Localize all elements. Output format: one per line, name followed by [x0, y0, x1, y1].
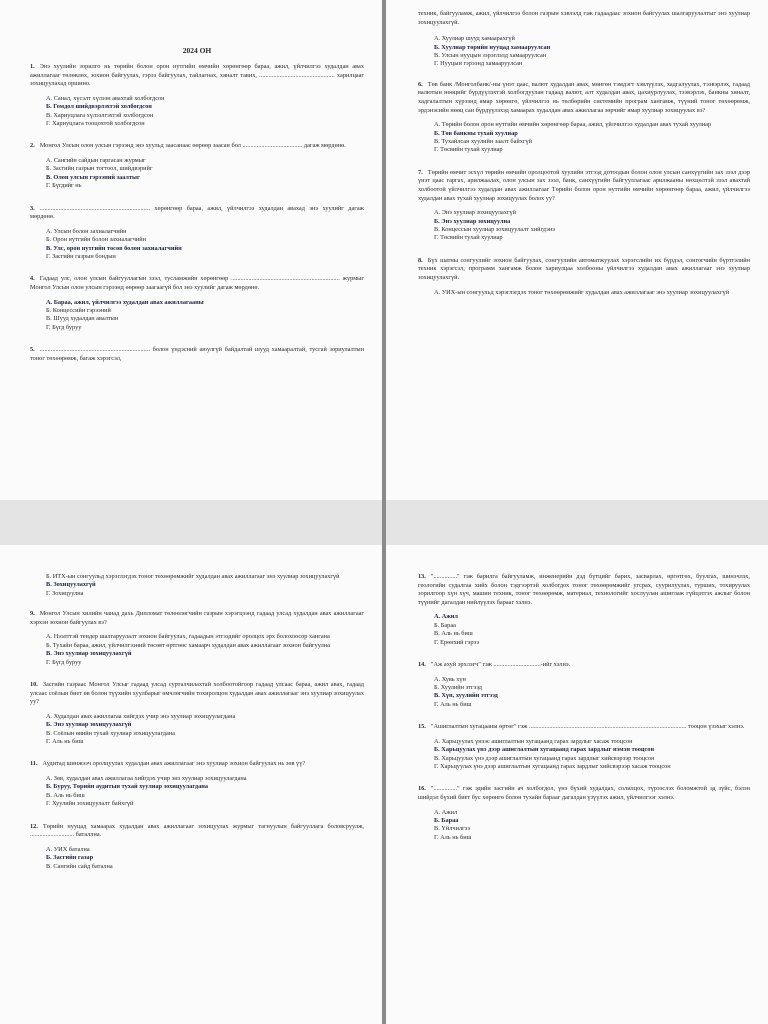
answer-option: Б. Орон нутгийн болон захиалагчийн: [46, 236, 147, 244]
question-body: "..............." гэж барилга байгууламж, инженерийн дэд бүтцийг барих, засварлах, өргөтгөх, буулгах, шинэчлэх, геологийн судалгаа хийх болон тэдгээртэй холбогдох тоног төхөөрөмжийг угсрах, суурилуулах, турших, тохируулах зорилгоор хүн хүч, машин техник, тоног төхөөрөмж, материал, технологийг хослуулан ашиглаж гүйцэтгэх ажлыг болон түүнийг дагалдан нийлүүлэх барааг хэлнэ.: [418, 573, 750, 606]
question-number: 12.: [30, 822, 38, 830]
answer-option: Б. Буруу, Төрийн аудитын тухай хуулиар зохицуулагдана: [46, 783, 208, 791]
question-text: [30, 63, 364, 89]
question-block: [418, 785, 750, 842]
answer-option: А. Хуулиар шууд хамаарахгүй: [434, 35, 515, 43]
question-number: 13.: [418, 573, 426, 580]
page-3: [0, 545, 382, 1024]
answer-option: А. Бараа, ажил, үйлчилгээ худалдан авах ажиллагааны: [46, 298, 204, 306]
question-block: [30, 681, 364, 746]
answer-option: В. Аль нь биш: [434, 630, 473, 638]
answer-option: В. Соёлын өвийн тухай хуулиар зохицуулагдана: [46, 729, 175, 737]
answer-options: [434, 613, 750, 647]
answer-option: В. Улс, орон нутгийн төсөв болон захиалагчийн: [46, 244, 182, 252]
answer-options: [434, 738, 750, 772]
question-block: [30, 610, 364, 667]
answer-option: Г. Харьцуулах үнэ дээр ашиглалтын хугацаанд гарах зардлыг хийсвэрээр хасаж тооцсон: [434, 763, 671, 771]
question-block: [418, 661, 750, 709]
answer-option: Б. Тухайн бараа, ажил, үйлчилгээний төсөвт өртгөөс хамаарч худалдан авах ажиллагааг зохион байгуулна: [46, 641, 330, 649]
answer-options: [46, 95, 364, 129]
answer-option: Б. Засгийн газрын тогтоол, шийдвэрийг: [46, 165, 153, 173]
question-block: [418, 257, 750, 297]
question-text: [418, 785, 750, 802]
answer-option: А. УИХ батална: [46, 845, 90, 853]
answer-option: Б. Төв банкны тухай хуулиар: [434, 129, 518, 137]
answer-option: В. Тухайлсан хуулийн заалт байхгүй: [434, 138, 532, 145]
answer-option: Б. Бараа: [434, 621, 456, 629]
question-text: [418, 169, 750, 203]
answer-option: Г. Засгийн газрын бондын: [46, 253, 116, 261]
answer-option: В. Аль нь биш: [46, 791, 85, 799]
question-body: Монгол Улсын олон улсын гэрээнд энэ хуульд заасанаас өөрөөр заасан бол ...................................... дагаж мөрдөнө.: [39, 142, 346, 150]
question-text: [418, 661, 750, 670]
answer-options: [434, 809, 750, 843]
answer-option: В. Зохицуулахгүй: [46, 581, 96, 589]
answer-option: Г. Аль нь биш: [434, 700, 472, 708]
question-block: [418, 573, 750, 647]
answer-option: Б. Энэ хуулиар зохицуулна: [434, 217, 511, 225]
question-text: [418, 257, 750, 283]
question-body: "..............." гэж эдийн засгийн ач холбогдол, үнэ бүхий худалдах, солилцох, түрээслэх боломжтой эд зүйс, бэлэн шийдэл бүхий биет бус хөрөнгө болон тухайн барааг дагалдан үзүүлэх ажил, үйлчилгээг хэлнэ.: [418, 785, 750, 802]
answer-options: [46, 775, 364, 809]
question-body: ...................................................................... болон үндэсний аюулгүй байдалтай шууд хамааралтай, тусгай зориулалтын тоног төхөөрөмж, багаж хэрэгсэл,: [30, 346, 364, 362]
answer-option: В. Хариуцлага хүлээлгэхтэй холбогдсон: [46, 111, 154, 119]
page-4: [386, 545, 768, 1024]
answer-option: А. Хувь хүн: [434, 675, 466, 683]
question-text: [30, 346, 364, 363]
question-number: 6.: [418, 80, 423, 88]
question-number: 2.: [30, 142, 35, 150]
answer-option: А. Харьцуулах үнээс ашиглалтын хугацаанд гарах зардлыг хасаж тооцсон: [434, 737, 633, 745]
question-text: [418, 81, 750, 115]
answer-options: [434, 289, 750, 297]
answer-option: В. Энэ хуулиар зохицуулахгүй: [46, 650, 132, 658]
answer-option: Б. Энэ хуулиар зохицуулахгүй: [46, 721, 132, 729]
question-list: [418, 573, 750, 842]
answer-option: Б. Гомдол шийдвэрлэхтэй холбогдсон: [46, 103, 152, 111]
answer-option: В. Олон улсын гэрээний заалтыг: [46, 173, 140, 181]
question-list: [30, 610, 364, 871]
question-body: Төв банк /Монголбанк/-ны үнэт цаас, валют худалдан авах, мөнгөн тэмдэгт хэвлүүлэх, хадгалуулах, тээвэрлэх, гадаад валютын нөөцийг бүрдүүлэхтэй холбогдуулан гадаад валют, алт худалдан авах, цахиурлуулах, тээвэрлэх, банкны хяналт, хадгалалтын хүрээнд ямар хөрөнгө, үйлчилгээ нь төлбөрийн системийн програм хангамж, түүний тоног төхөөрөмж, эрдэнэсийн нөөц сан бүрдүүлэхэд хамаарах худалдан авах ажиллагаа зөрчийг ямар хуулиар зохицуулах вэ?: [418, 80, 750, 114]
answer-option: В. Шууд худалдан авалтын: [46, 315, 119, 323]
answer-option: Г. Аль нь биш: [434, 833, 472, 841]
answer-options: [46, 228, 364, 262]
question-number: 9.: [30, 610, 35, 618]
question-body: Монгол Улсын хилийн чанад дахь Дипломат төлөөлөгчийн газрын хэрэгцээнд гадаад улсад худалдан авах ажиллагааг хэрхэн зохион байгуулах вэ?: [30, 610, 364, 626]
question-text: [30, 610, 364, 627]
answer-options: [434, 121, 750, 155]
answer-option: В. Үйлчилгээ: [434, 825, 471, 833]
question-text: [30, 142, 364, 151]
answer-options: [434, 209, 750, 243]
answer-option: А. Санал, хүсэлт хүлээн авахтай холбогдсон: [46, 94, 165, 102]
question-block: [30, 63, 364, 128]
question-number: 10.: [30, 681, 38, 689]
question-block: [30, 275, 364, 332]
question-continuation: техник, байгууламж, ажил, үйлчилгээ болон газрын хэвлэлд гэж гадаадаас зохион байгуулах шалгаруулалтыг энэ хуулиар зохицуулахгүй.: [418, 10, 750, 26]
question-text: [30, 275, 364, 292]
answer-option: А. Төрийн болон орон нутгийн өмчийн хөрөнгөөр бараа, ажил, үйлчилгээ худалдан авах тухай хуулиар: [434, 121, 712, 129]
question-list: [418, 81, 750, 297]
question-list: [30, 63, 364, 363]
answer-option: Б. Хуулиар төрийн нууцад хамааруулсан: [434, 43, 551, 51]
answer-option: Б. Бараа: [434, 817, 459, 825]
answer-option: В. Хүн, хуулийн этгээд: [434, 692, 498, 700]
question-number: 8.: [418, 256, 423, 264]
question-body: Төрийн өмчит эсхүл төрийн өмчийн оролцоотой хуулийн этгээд дотоодын болон олон улсын санхүүгийн зах зээл дээр үнэт цаас гаргах, арилжаалах, олон улсын зах зээл, банк, санхүүгийн байгууллагаас арилжааны нөхцөлтэй зээл авахтай холбоотой үйлчилгээ худалдан авах ажиллагааг Төрийн болон орон нутгийн өмчийн хөрөнгөөр бараа, ажил, үйлчилгээ худалдан авах тухай хуулиар зохицуулах болох уу?: [418, 168, 750, 202]
answer-option: Г. Хуулийн зохицуулалт байхгүй: [46, 800, 134, 808]
answer-options: [46, 299, 364, 333]
question-body: Гадаад улс, олон улсын байгууллагын зээл, тусламжийн хөрөнгөөр ..................................................................... журмыг Монгол Улсын олон улсын гэрээнд өөрөөр заагаагүй бол энэ хуулийг дагаж мөрдөнө.: [30, 275, 364, 292]
answer-option: Г. Бүгд буруу: [46, 658, 82, 666]
answer-options: [46, 713, 364, 747]
question-text: [30, 823, 364, 840]
question-body: "Аж ахуй эрхлэгч" гэж ..............................-ийг хэлнэ.: [430, 661, 571, 668]
answer-option: Б. Хуулийн этгээд: [434, 684, 482, 691]
answer-options: [46, 633, 364, 667]
answer-option: А. Ажил: [434, 808, 458, 816]
answer-option: А. Худалдан авах ажиллагаа хийгдэх учир энэ хуулиар зохицуулагдана: [46, 712, 236, 720]
question-number: 15.: [418, 723, 426, 731]
answer-option: А. УИХ-ын сонгуульд хэрэглэгдэх тоног төхөөрөмжийг худалдан авах ажиллагааг энэ хуулиар зохицуулахгүй: [434, 288, 730, 296]
question-body: Аудитад шинжээч оролцуулах худалдан авах ажиллагааг энэ хуулиар зохион байгуулах нь зөв үү?: [42, 760, 306, 768]
question-block: [418, 169, 750, 243]
question-body: Энэ хуулийн зорилго нь төрийн болон орон нутгийн өмчийн хөрөнгөөр бараа, ажил, үйлчилгээ худалдан авах ажиллагааг төлөвлөх, зохион байгуулах, гэрээ байгуулах, тайлагнах, хяналт тавих, ................................................ харилцааг зохицуулахад оршино.: [30, 63, 364, 88]
answer-option: Б. Харьцуулах үнэ дээр ашиглалтын хугацаанд гарах зардлыг нэмэн тооцсон: [434, 746, 655, 754]
answer-option: А. Улсын болон захиалагчийн: [46, 227, 127, 235]
answer-option: Г. Хариуцлага тооцохтой холбогдсон: [46, 120, 145, 127]
question-block: [30, 346, 364, 363]
answer-option: А. Зөв, худалдан авах ажиллагаа хийгдэх учир энэ хуулиар зохицуулагдана: [46, 775, 247, 783]
answer-option: Б. Засгийн газар: [46, 854, 94, 862]
question-block: [30, 205, 364, 262]
question-number: 11.: [30, 760, 38, 768]
question-body: ...................................................................... хөрөнгөөр бараа, ажил, үйлчилгээ худалдан авахад энэ хуулийг дагаж мөрдөнө.: [30, 204, 364, 221]
question-number: 7.: [418, 168, 423, 176]
answer-option: В. Улсын нууцын зэрэглэлд хамааруулсан: [434, 52, 547, 59]
answer-options: [46, 846, 364, 871]
answer-option: Г. Төсвийн тухай хуулиар: [434, 146, 503, 154]
answer-option: А. Энэ хуулиар зохицуулахгүй: [434, 209, 516, 217]
answer-option: Г. Нууцын гэрээнд хамааруулсан: [434, 60, 523, 68]
answer-option: А. Нээлттэй тендер шалгаруулалт зохион байгуулах, гадаадын этгээдийг оролцох эрх болохоосор хангана: [46, 633, 330, 641]
answer-option: В. Харьцуулах үнэ дээр ашиглалтын хугацаанд гарах зардлыг хийсвэрээр тооцсон: [434, 754, 655, 762]
continued-options: [46, 573, 364, 598]
question-number: 4.: [30, 275, 35, 283]
question-body: Төрийн нууцад хамаарах худалдан авах ажиллагааг зохицуулах журмыг тагнуулын байгууллага боловсруулж, ............................ баталлна.: [30, 822, 364, 839]
question-body: "Ашиглалтын хугацааны өртөг" гэж .................................................................................................... тооцон үзэхыг хэлнэ.: [430, 723, 745, 731]
question-text: [30, 681, 364, 707]
answer-option: А. Сангийн сайдын гаргасан журмыг: [46, 157, 146, 164]
question-block: [30, 823, 364, 871]
question-block: [30, 142, 364, 190]
question-text: [418, 723, 750, 732]
question-number: 3.: [30, 204, 35, 212]
answer-options: [46, 157, 364, 191]
document-title: 2024 ОН: [182, 46, 212, 55]
answer-option: Г. Зохицуулна: [46, 589, 84, 597]
question-body: Засгийн газраас Монгол Улсыг гадаад улсад сурталчилахтай холбоотойгоор гадаад улсаас бараа, ажил авах, гадаад улсаас соёлын биет өв болон түүхийн хуулбарыг өмчлөгчийн тохиролцон худалдан авах ажиллагааг энэ хуулиар зохицуулах уу?: [30, 681, 364, 706]
question-number: 1.: [30, 63, 35, 70]
answer-option: Г. Бүгд буруу: [46, 323, 82, 331]
question-text: [30, 205, 364, 222]
answer-option: Г. Аль нь биш: [46, 738, 84, 746]
question-number: 16.: [418, 785, 426, 793]
question-text: [418, 573, 750, 607]
answer-options: [434, 676, 750, 710]
answer-option: Г. Төсвийн тухай хуулиар: [434, 234, 503, 242]
continued-options: [434, 35, 750, 69]
question-number: 14.: [418, 661, 426, 668]
answer-option: В. Сангийн сайд батална: [46, 862, 113, 870]
page-1: [0, 0, 382, 500]
answer-option: В. Концессын хуулиар зохицуулалт хийгдэнэ: [434, 226, 555, 233]
question-body: Бүх шатны сонгуулийг зохион байгуулах, сонгуулийн автоматжуулах хэрэгслийн их бүрдэл, сонгогчийн бүртгэлийн техник хэрэгсэл, программ хангамж болон хариулцаа холбооны үйлчилгээ худалдан авах ажиллагааг энэ хуулиар зохицуулахгүй.: [418, 256, 750, 281]
question-block: [30, 760, 364, 808]
question-text: [30, 760, 364, 769]
page-2: [386, 0, 768, 500]
question-number: 5.: [30, 346, 35, 354]
answer-option: Б. Концессийн гэрээний: [46, 307, 111, 315]
answer-option: Б. ИТХ-ын сонгуульд хэрэглэгдэх тоног төхөөрөмжийг худалдан авах ажиллагааг энэ хуулиар зохицуулахгүй: [46, 573, 340, 580]
question-block: [418, 723, 750, 771]
answer-option: Г. Бүгдийг нь: [46, 182, 82, 190]
answer-option: Г. Ерөнхий гэрээ: [434, 638, 480, 646]
question-block: [418, 81, 750, 155]
answer-option: А. Ажил: [434, 613, 458, 621]
